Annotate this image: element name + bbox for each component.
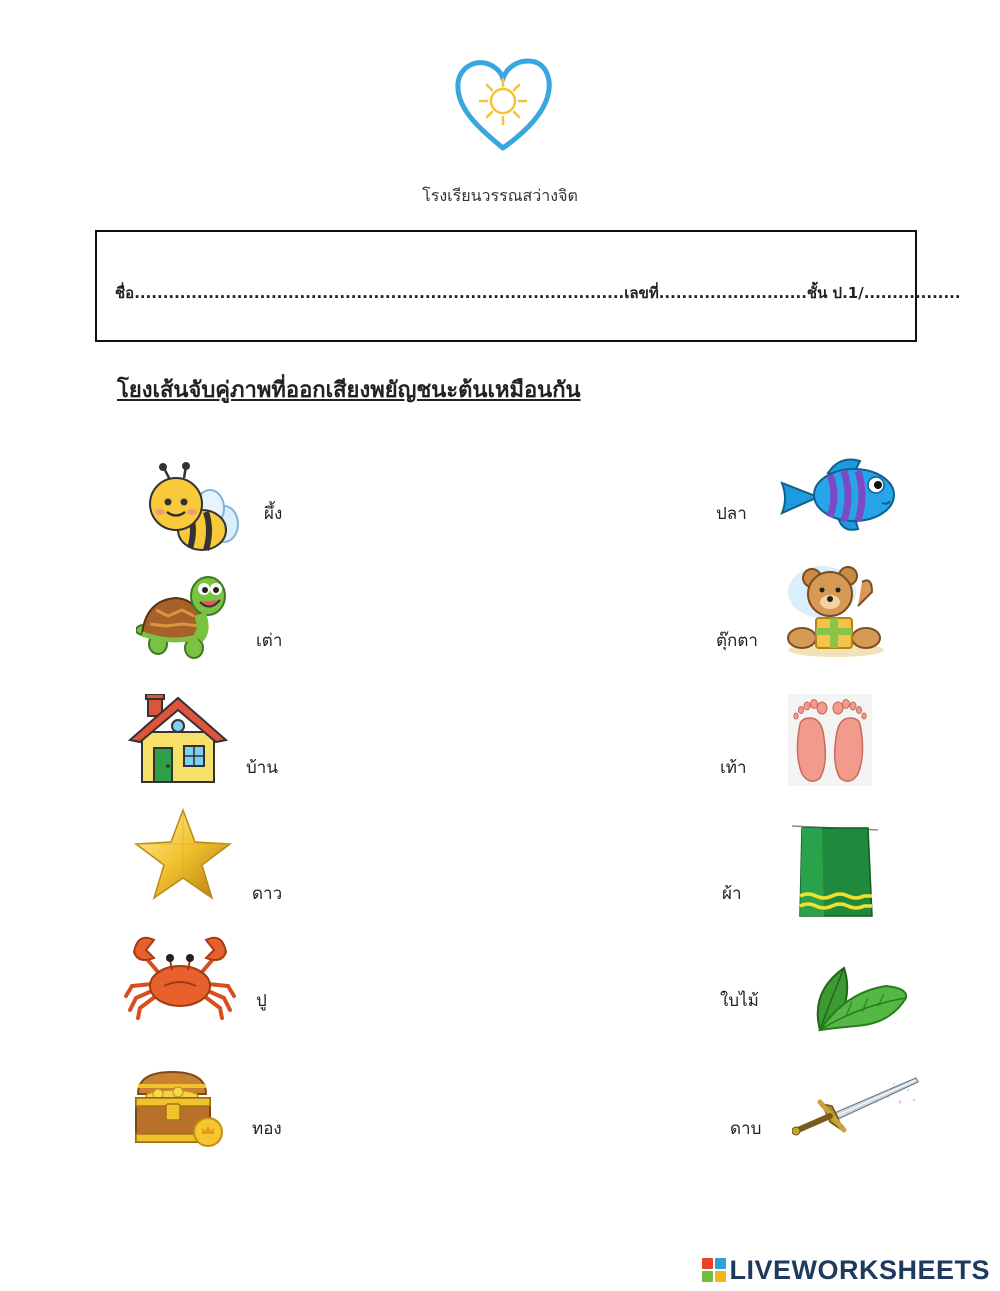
brand-block-i bbox=[715, 1258, 726, 1269]
word-feet: เท้า bbox=[720, 758, 747, 778]
word-turtle: เต่า bbox=[256, 631, 283, 651]
school-logo bbox=[452, 55, 554, 155]
name-label: ชื่อ bbox=[115, 284, 135, 302]
word-bee: ผึ้ง bbox=[264, 504, 283, 524]
word-house: บ้าน bbox=[246, 758, 278, 778]
word-gold: ทอง bbox=[252, 1119, 282, 1139]
brand-block-v bbox=[702, 1271, 713, 1282]
leaf-icon[interactable] bbox=[806, 962, 910, 1034]
crab-icon[interactable] bbox=[124, 930, 236, 1020]
brand-block-l bbox=[702, 1258, 713, 1269]
star-icon[interactable] bbox=[134, 808, 232, 900]
student-info-row bbox=[115, 281, 961, 305]
number-label: เลขที่ bbox=[624, 284, 659, 302]
bee-icon[interactable] bbox=[140, 462, 240, 556]
instruction-heading: โยงเส้นจับคู่ภาพที่ออกเสียงพยัญชนะต้นเหมือนกัน bbox=[117, 378, 581, 403]
house-icon[interactable] bbox=[128, 694, 230, 786]
word-leaf: ใบไม้ bbox=[720, 991, 759, 1011]
brand-blocks-icon bbox=[702, 1258, 726, 1282]
school-name: โรงเรียนวรรณสว่างจิต bbox=[422, 186, 578, 205]
word-fish: ปลา bbox=[716, 504, 747, 524]
word-cloth: ผ้า bbox=[722, 884, 742, 904]
towel-icon[interactable] bbox=[792, 820, 878, 920]
teddy-bear-icon[interactable] bbox=[786, 562, 886, 658]
liveworksheets-logo bbox=[702, 1254, 990, 1286]
word-star: ดาว bbox=[252, 884, 283, 904]
word-sword: ดาบ bbox=[730, 1119, 762, 1139]
class-label: ชั้น ป.1/ bbox=[806, 284, 864, 302]
sword-icon[interactable] bbox=[792, 1072, 920, 1138]
treasure-chest-icon[interactable] bbox=[132, 1066, 224, 1150]
number-field[interactable]: .......................... bbox=[658, 284, 807, 302]
brand-text: LIVEWORKSHEETS bbox=[729, 1254, 990, 1285]
feet-icon[interactable] bbox=[788, 694, 872, 786]
word-doll: ตุ๊กตา bbox=[716, 631, 758, 651]
word-crab: ปู bbox=[256, 991, 267, 1011]
brand-block-e bbox=[715, 1271, 726, 1282]
turtle-icon[interactable] bbox=[136, 572, 228, 662]
class-field[interactable]: ................. bbox=[863, 284, 961, 302]
name-field[interactable]: ...................................................................................... bbox=[134, 284, 625, 302]
fish-icon[interactable] bbox=[778, 455, 896, 535]
